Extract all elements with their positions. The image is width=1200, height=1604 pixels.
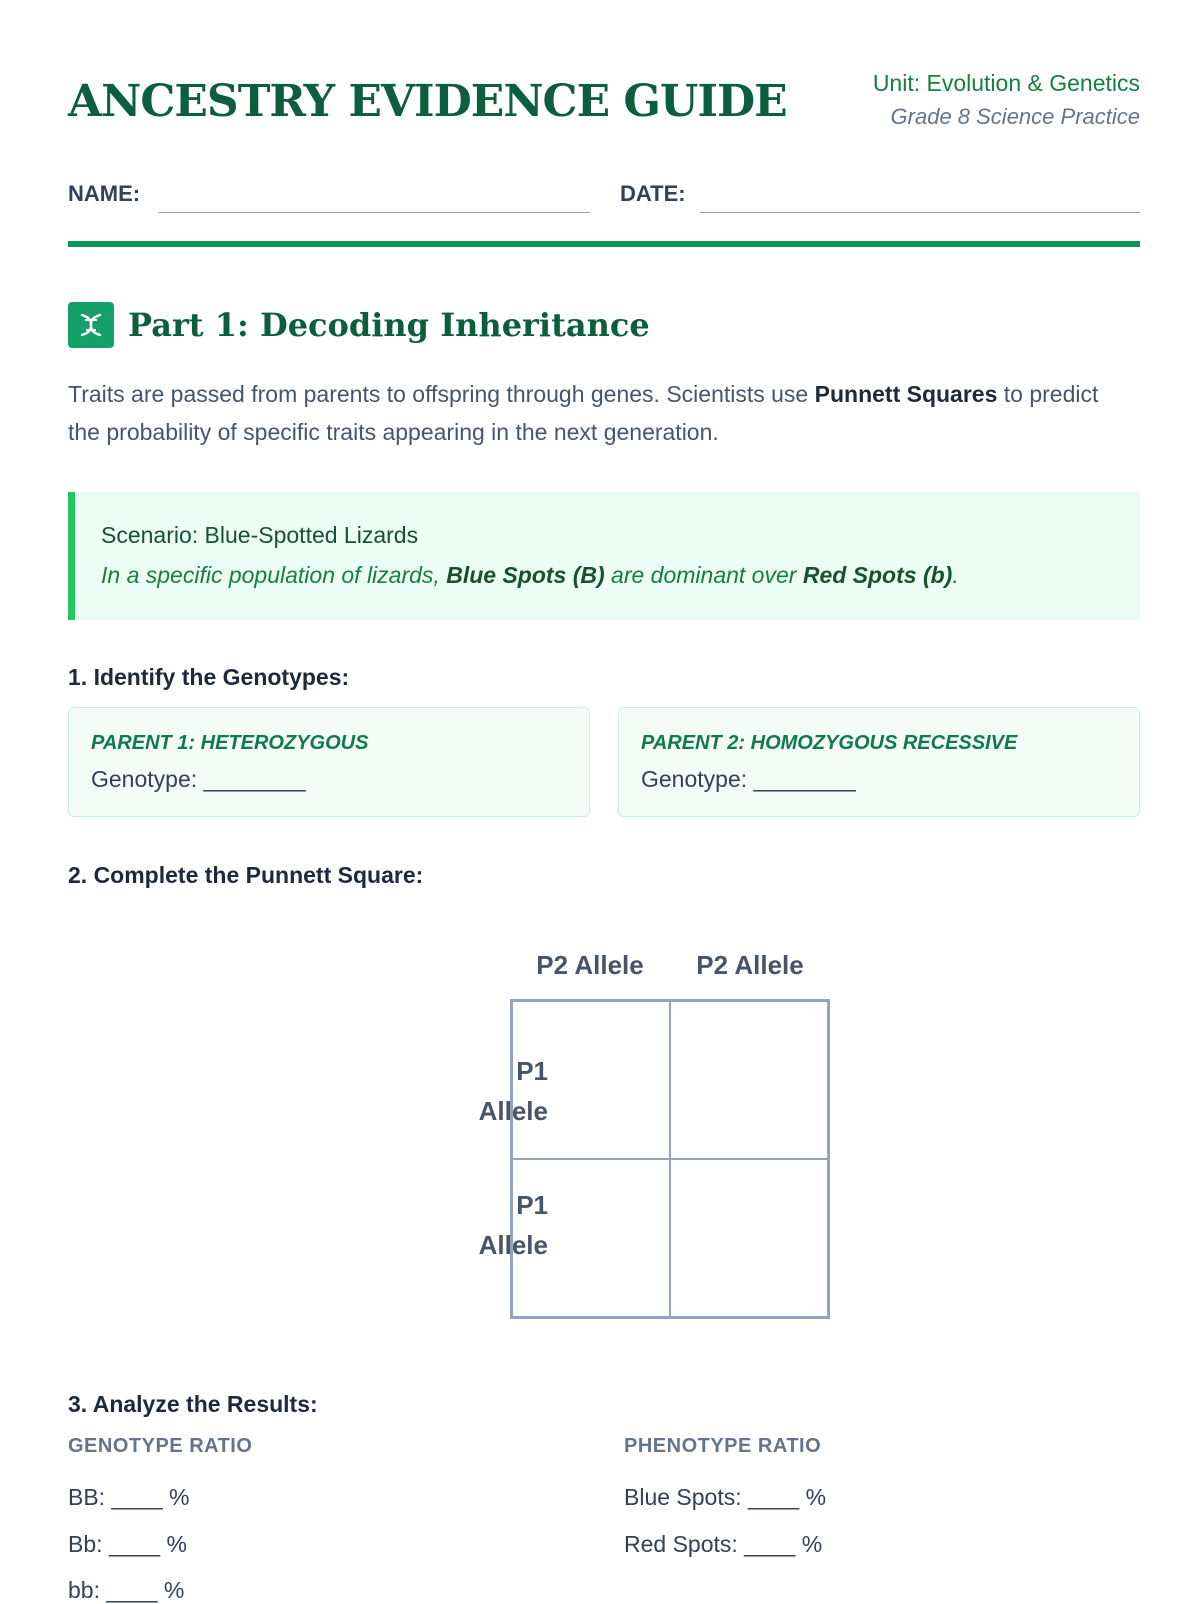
punnett-square	[510, 999, 830, 1319]
step-2-heading: 2. Complete the Punnett Square:	[68, 862, 424, 888]
punnett-squares-term: Punnett Squares	[814, 381, 998, 407]
parent-1-card	[68, 707, 590, 817]
part-1-title: Part 1: Decoding Inheritance	[128, 306, 650, 344]
worksheet-page	[68, 0, 1140, 1603]
genotype-ratio-bb-dominant[interactable]: BB: ____ %	[68, 1484, 190, 1510]
punnett-cell[interactable]	[670, 1159, 828, 1317]
page-title: ANCESTRY EVIDENCE GUIDE	[68, 76, 787, 127]
col-header-p2-allele: P2 Allele	[536, 950, 644, 980]
phenotype-ratio-label: PHENOTYPE RATIO	[624, 1435, 822, 1457]
step-3-heading: 3. Analyze the Results:	[68, 1391, 318, 1417]
dna-icon	[68, 302, 114, 348]
date-label: DATE:	[620, 181, 686, 206]
step-1-heading: 1. Identify the Genotypes:	[68, 664, 350, 690]
row-header-p1-allele: P1 Allele	[478, 1056, 548, 1126]
date-field-line[interactable]	[700, 212, 1140, 213]
genotype-ratio-bb-recessive[interactable]: bb: ____ %	[68, 1577, 185, 1603]
parent-1-genotype[interactable]: Genotype: ________	[91, 766, 306, 792]
parent-2-label: PARENT 2: HOMOZYGOUS RECESSIVE	[641, 732, 1018, 754]
genotype-ratio-bb-hetero[interactable]: Bb: ____ %	[68, 1531, 187, 1557]
scenario-title: Scenario: Blue-Spotted Lizards	[101, 522, 419, 548]
grade-label: Grade 8 Science Practice	[890, 104, 1140, 129]
name-label: NAME:	[68, 181, 141, 206]
scenario-callout	[68, 492, 1140, 620]
name-field-line[interactable]	[158, 212, 590, 213]
punnett-cell[interactable]	[512, 1159, 670, 1317]
parent-2-card	[618, 707, 1140, 817]
header-divider	[68, 241, 1140, 247]
intro-paragraph: Traits are passed from parents to offspring through genes. Scientists use Punnett Squares to predict the probability of specific traits appearing in the next generation.	[68, 381, 1099, 445]
parent-1-label: PARENT 1: HETEROZYGOUS	[91, 732, 369, 754]
unit-label: Unit: Evolution & Genetics	[872, 70, 1140, 96]
punnett-cell[interactable]	[512, 1001, 670, 1159]
punnett-cell[interactable]	[670, 1001, 828, 1159]
phenotype-ratio-blue[interactable]: Blue Spots: ____ %	[624, 1484, 827, 1510]
parent-2-genotype[interactable]: Genotype: ________	[641, 766, 856, 792]
scenario-text: In a specific population of lizards, Blue Spots (B) are dominant over Red Spots (b).	[101, 562, 959, 588]
col-header-p2-allele: P2 Allele	[696, 950, 804, 980]
row-header-p1-allele: P1 Allele	[478, 1190, 548, 1260]
phenotype-ratio-red[interactable]: Red Spots: ____ %	[624, 1531, 823, 1557]
genotype-ratio-label: GENOTYPE RATIO	[68, 1435, 253, 1457]
